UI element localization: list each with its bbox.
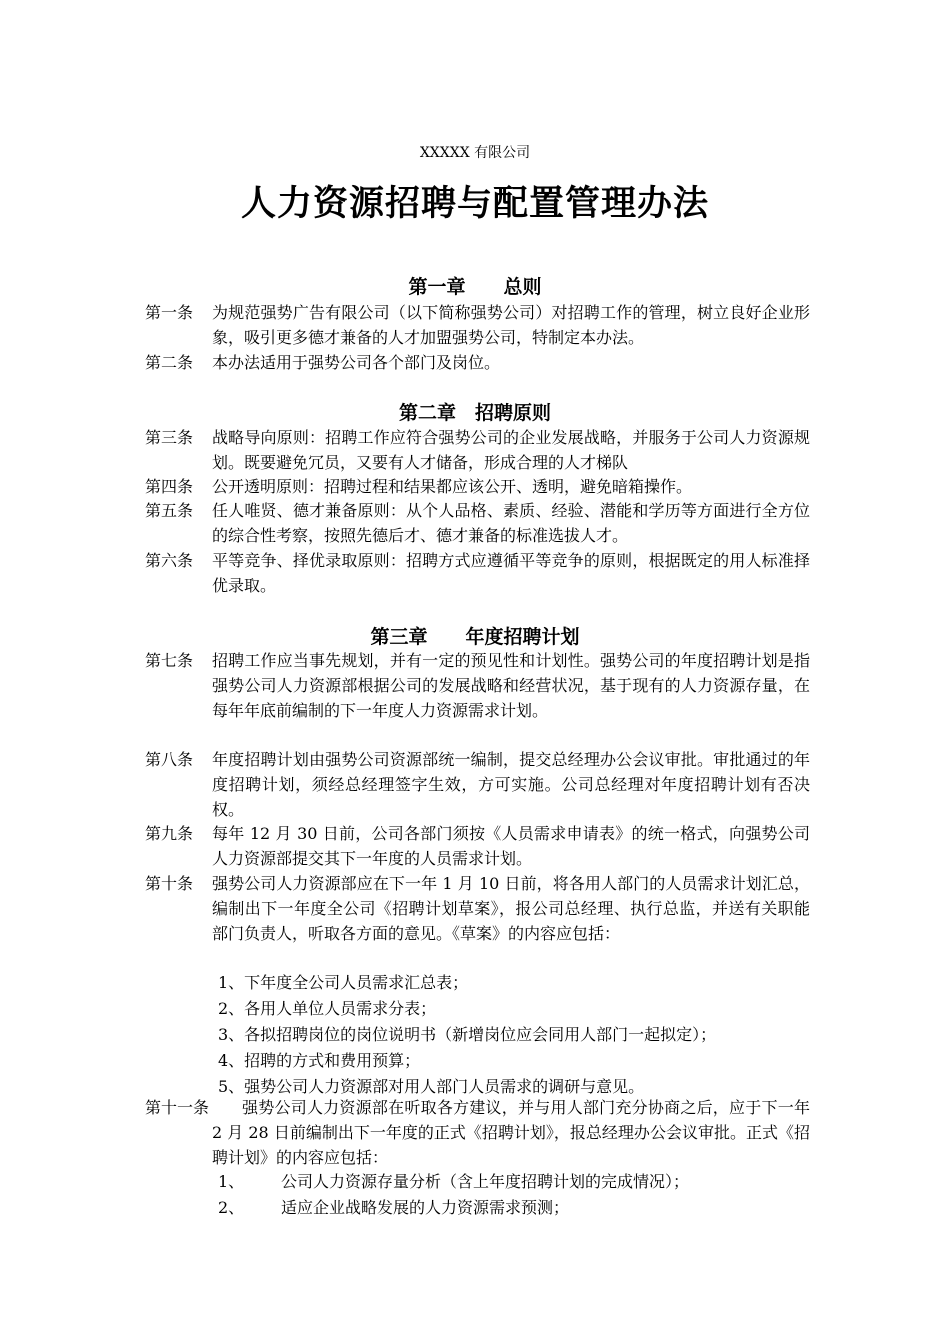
article-label: 第一条 <box>145 303 194 322</box>
article-2 <box>145 350 810 375</box>
article-label: 第八条 <box>145 750 194 769</box>
list-item <box>218 1195 818 1221</box>
article-11-list <box>218 1169 818 1221</box>
list-number: 1、 <box>218 1172 245 1191</box>
article-label: 第五条 <box>145 501 194 520</box>
article-4 <box>145 474 810 499</box>
article-label: 第二条 <box>145 353 194 372</box>
article-text: 本办法适用于强势公司各个部门及岗位。 <box>212 353 501 372</box>
article-7 <box>145 648 810 723</box>
article-10 <box>145 871 810 946</box>
article-text: 强势公司人力资源部在听取各方建议，并与用人部门充分协商之后，应于下一年 2 月 28 日前编制出下一年度的正式《招聘计划》，报总经理办公会议审批。正式《招聘计划》的内容应包括： <box>212 1098 810 1167</box>
article-text: 为规范强势广告有限公司（以下简称强势公司）对招聘工作的管理，树立良好企业形象，吸引更多德才兼备的人才加盟强势公司，特制定本办法。 <box>212 303 810 347</box>
list-text: 公司人力资源存量分析（含上年度招聘计划的完成情况）； <box>281 1172 690 1191</box>
article-text: 平等竞争、择优录取原则：招聘方式应遵循平等竞争的原则，根据既定的用人标准择优录取。 <box>212 551 810 595</box>
list-item: 4、招聘的方式和费用预算； <box>218 1051 421 1070</box>
article-text: 战略导向原则：招聘工作应符合强势公司的企业发展战略，并服务于公司人力资源规划。既要避免冗员，又要有人才储备，形成合理的人才梯队 <box>212 428 810 472</box>
list-number: 2、 <box>218 1198 245 1217</box>
article-text: 每年 12 月 30 日前，公司各部门须按《人员需求申请表》的统一格式，向强势公司人力资源部提交其下一年度的人员需求计划。 <box>212 824 810 868</box>
article-10-list <box>218 970 818 1100</box>
list-text: 适应企业战略发展的人力资源需求预测； <box>281 1198 570 1217</box>
article-3 <box>145 425 810 475</box>
document-title: 人力资源招聘与配置管理办法 <box>240 183 709 224</box>
list-item: 2、各用人单位人员需求分表； <box>218 999 437 1018</box>
article-text: 任人唯贤、德才兼备原则：从个人品格、素质、经验、潜能和学历等方面进行全方位的综合性考察，按照先德后才、德才兼备的标准选拔人才。 <box>212 501 810 545</box>
article-9 <box>145 821 810 871</box>
article-label: 第三条 <box>145 428 194 447</box>
chapter-heading: 第二章 招聘原则 <box>398 402 551 424</box>
list-item: 1、下年度全公司人员需求汇总表； <box>218 973 469 992</box>
article-text: 招聘工作应当事先规划，并有一定的预见性和计划性。强势公司的年度招聘计划是指强势公司人力资源部根据公司的发展战略和经营状况，基于现有的人力资源存量，在每年年底前编制的下一年度人力资源需求计划。 <box>212 651 810 720</box>
article-11 <box>145 1095 810 1170</box>
list-item <box>218 1169 818 1195</box>
article-text: 强势公司人力资源部应在下一年 1 月 10 日前，将各用人部门的人员需求计划汇总，编制出下一年度全公司《招聘计划草案》，报公司总经理、执行总监，并送有关职能部门负责人，听取各方面的意见。《草案》的内容应包括： <box>212 874 810 943</box>
article-label: 第七条 <box>145 651 194 670</box>
article-label: 第四条 <box>145 477 194 496</box>
chapter-heading: 第一章 总则 <box>408 276 542 298</box>
article-label: 第六条 <box>145 551 194 570</box>
article-5 <box>145 498 810 548</box>
list-item: 5、强势公司人力资源部对用人部门人员需求的调研与意见。 <box>218 1077 645 1096</box>
article-6 <box>145 548 810 598</box>
article-text: 公开透明原则：招聘过程和结果都应该公开、透明，避免暗箱操作。 <box>212 477 693 496</box>
article-8 <box>145 747 810 822</box>
article-label: 第十条 <box>145 874 194 893</box>
article-label: 第十一条 <box>145 1098 210 1117</box>
article-1 <box>145 300 810 350</box>
company-name: XXXXX 有限公司 <box>419 145 531 161</box>
article-text: 年度招聘计划由强势公司资源部统一编制，提交总经理办公会议审批。审批通过的年度招聘计划，须经总经理签字生效，方可实施。公司总经理对年度招聘计划有否决权。 <box>212 750 810 819</box>
list-item: 3、各拟招聘岗位的岗位说明书（新增岗位应会同用人部门一起拟定）； <box>218 1025 717 1044</box>
chapter-heading: 第三章 年度招聘计划 <box>370 626 580 648</box>
article-label: 第九条 <box>145 824 194 843</box>
